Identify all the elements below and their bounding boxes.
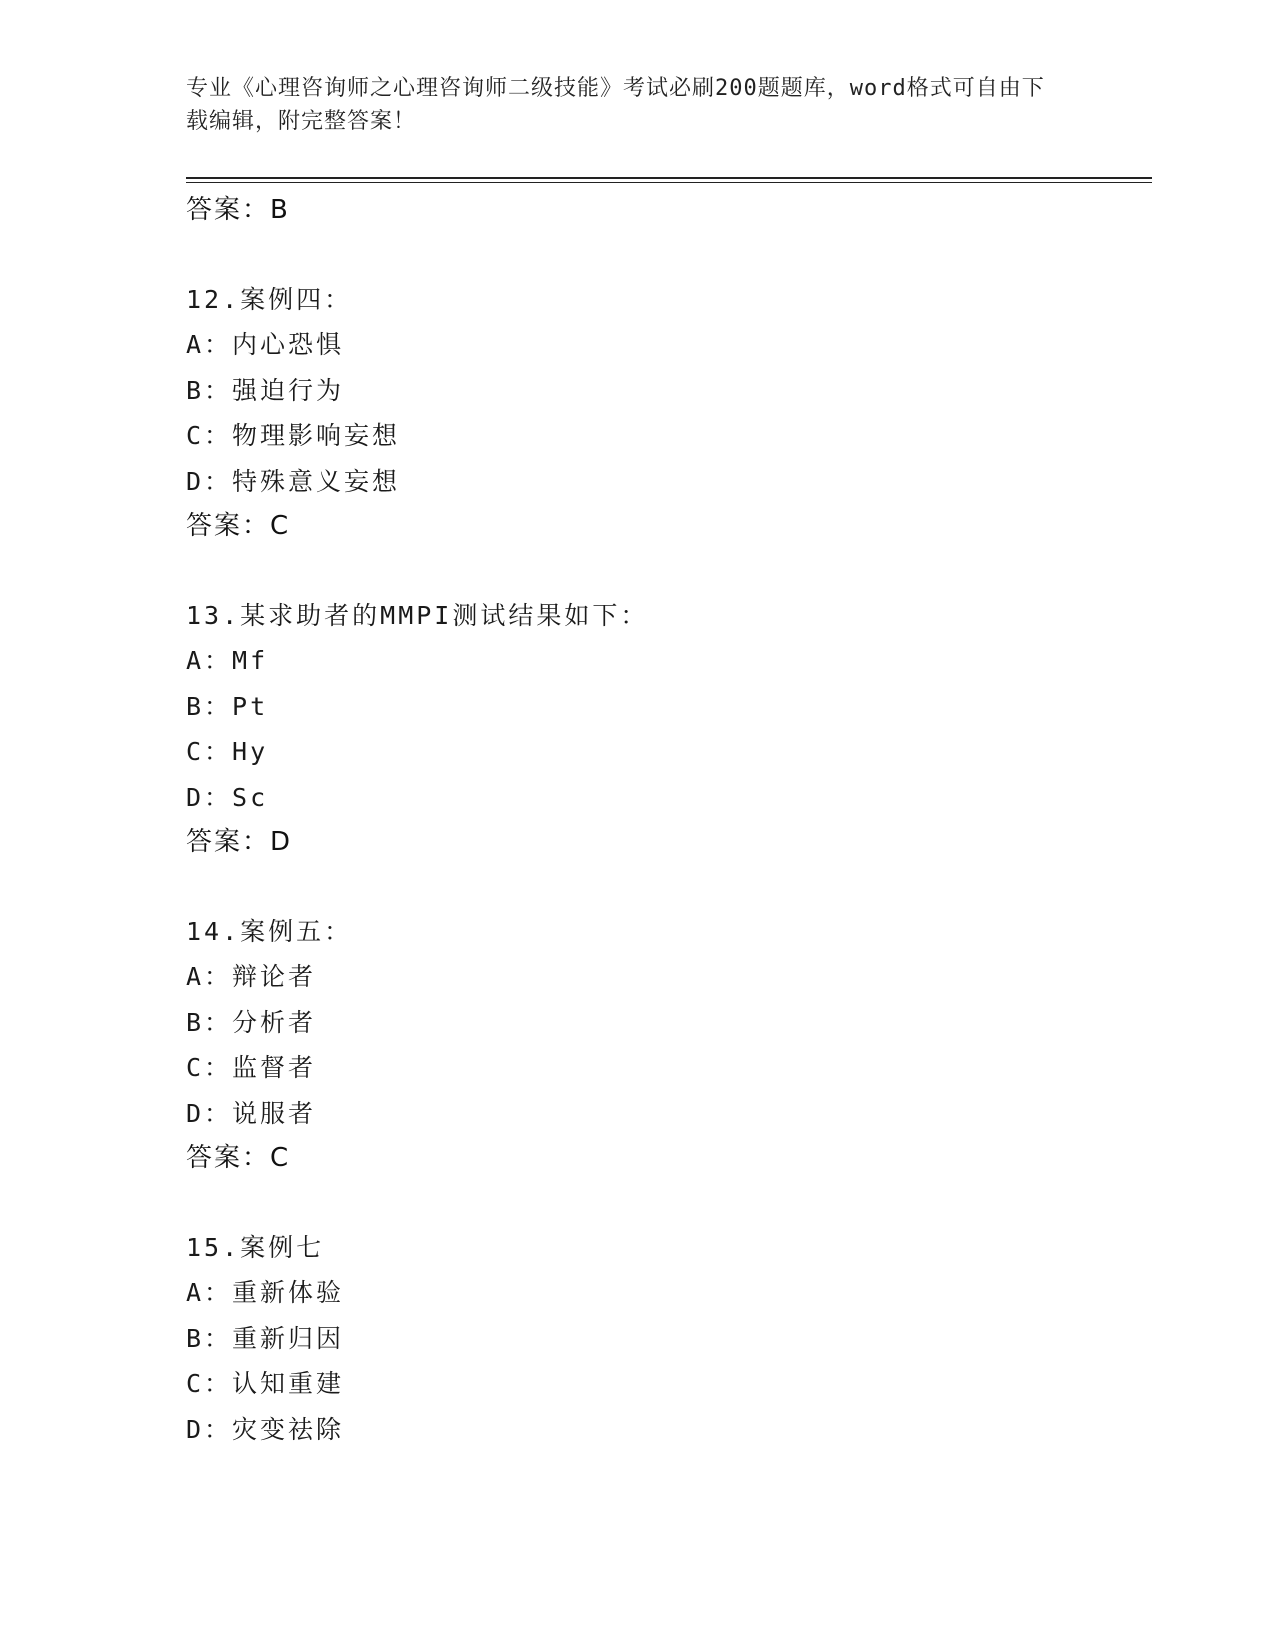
option-a: A：内心恐惧 bbox=[186, 330, 345, 359]
answer-line: 答案：C bbox=[186, 511, 291, 541]
option-c: C：物理影响妄想 bbox=[186, 421, 401, 450]
question-stem: 14.案例五： bbox=[186, 916, 353, 946]
option-c: C：认知重建 bbox=[186, 1369, 345, 1398]
option-d: D：说服者 bbox=[186, 1098, 317, 1128]
option-b: B：Pt bbox=[186, 691, 269, 721]
question-stem: 13.某求助者的MMPI测试结果如下： bbox=[186, 600, 649, 630]
option-c: C：Hy bbox=[186, 737, 269, 766]
spacer bbox=[186, 234, 1146, 277]
header-rule-thin bbox=[186, 182, 1152, 183]
answer-line: 答案：D bbox=[186, 827, 293, 857]
option-a: A：重新体验 bbox=[186, 1278, 345, 1307]
page-header-text: 专业《心理咨询师之心理咨询师二级技能》考试必刷200题题库，word格式可自由下载编辑，附完整答案！ bbox=[186, 76, 1045, 134]
option-d: D：特殊意义妄想 bbox=[186, 466, 401, 496]
question-list bbox=[186, 188, 1146, 1452]
option-b: B：重新归因 bbox=[186, 1323, 345, 1353]
question-14 bbox=[186, 909, 1146, 1182]
spacer bbox=[186, 866, 1146, 909]
answer-line: 答案：B bbox=[186, 195, 290, 225]
option-d: D：Sc bbox=[186, 782, 269, 812]
question-13 bbox=[186, 593, 1146, 866]
option-c: C：监督者 bbox=[186, 1053, 317, 1082]
answer-line: 答案：C bbox=[186, 1143, 291, 1173]
question-stem: 12.案例四： bbox=[186, 284, 353, 314]
option-a: A：Mf bbox=[186, 646, 269, 675]
option-d: D：灾变祛除 bbox=[186, 1414, 345, 1444]
option-b: B：分析者 bbox=[186, 1007, 317, 1037]
spacer bbox=[186, 1182, 1146, 1225]
option-a: A：辩论者 bbox=[186, 962, 317, 991]
question-15 bbox=[186, 1225, 1146, 1453]
header-rule-thick bbox=[186, 177, 1152, 179]
question-stem: 15.案例七 bbox=[186, 1232, 325, 1262]
question-12 bbox=[186, 277, 1146, 550]
spacer bbox=[186, 550, 1146, 593]
option-b: B：强迫行为 bbox=[186, 375, 345, 405]
